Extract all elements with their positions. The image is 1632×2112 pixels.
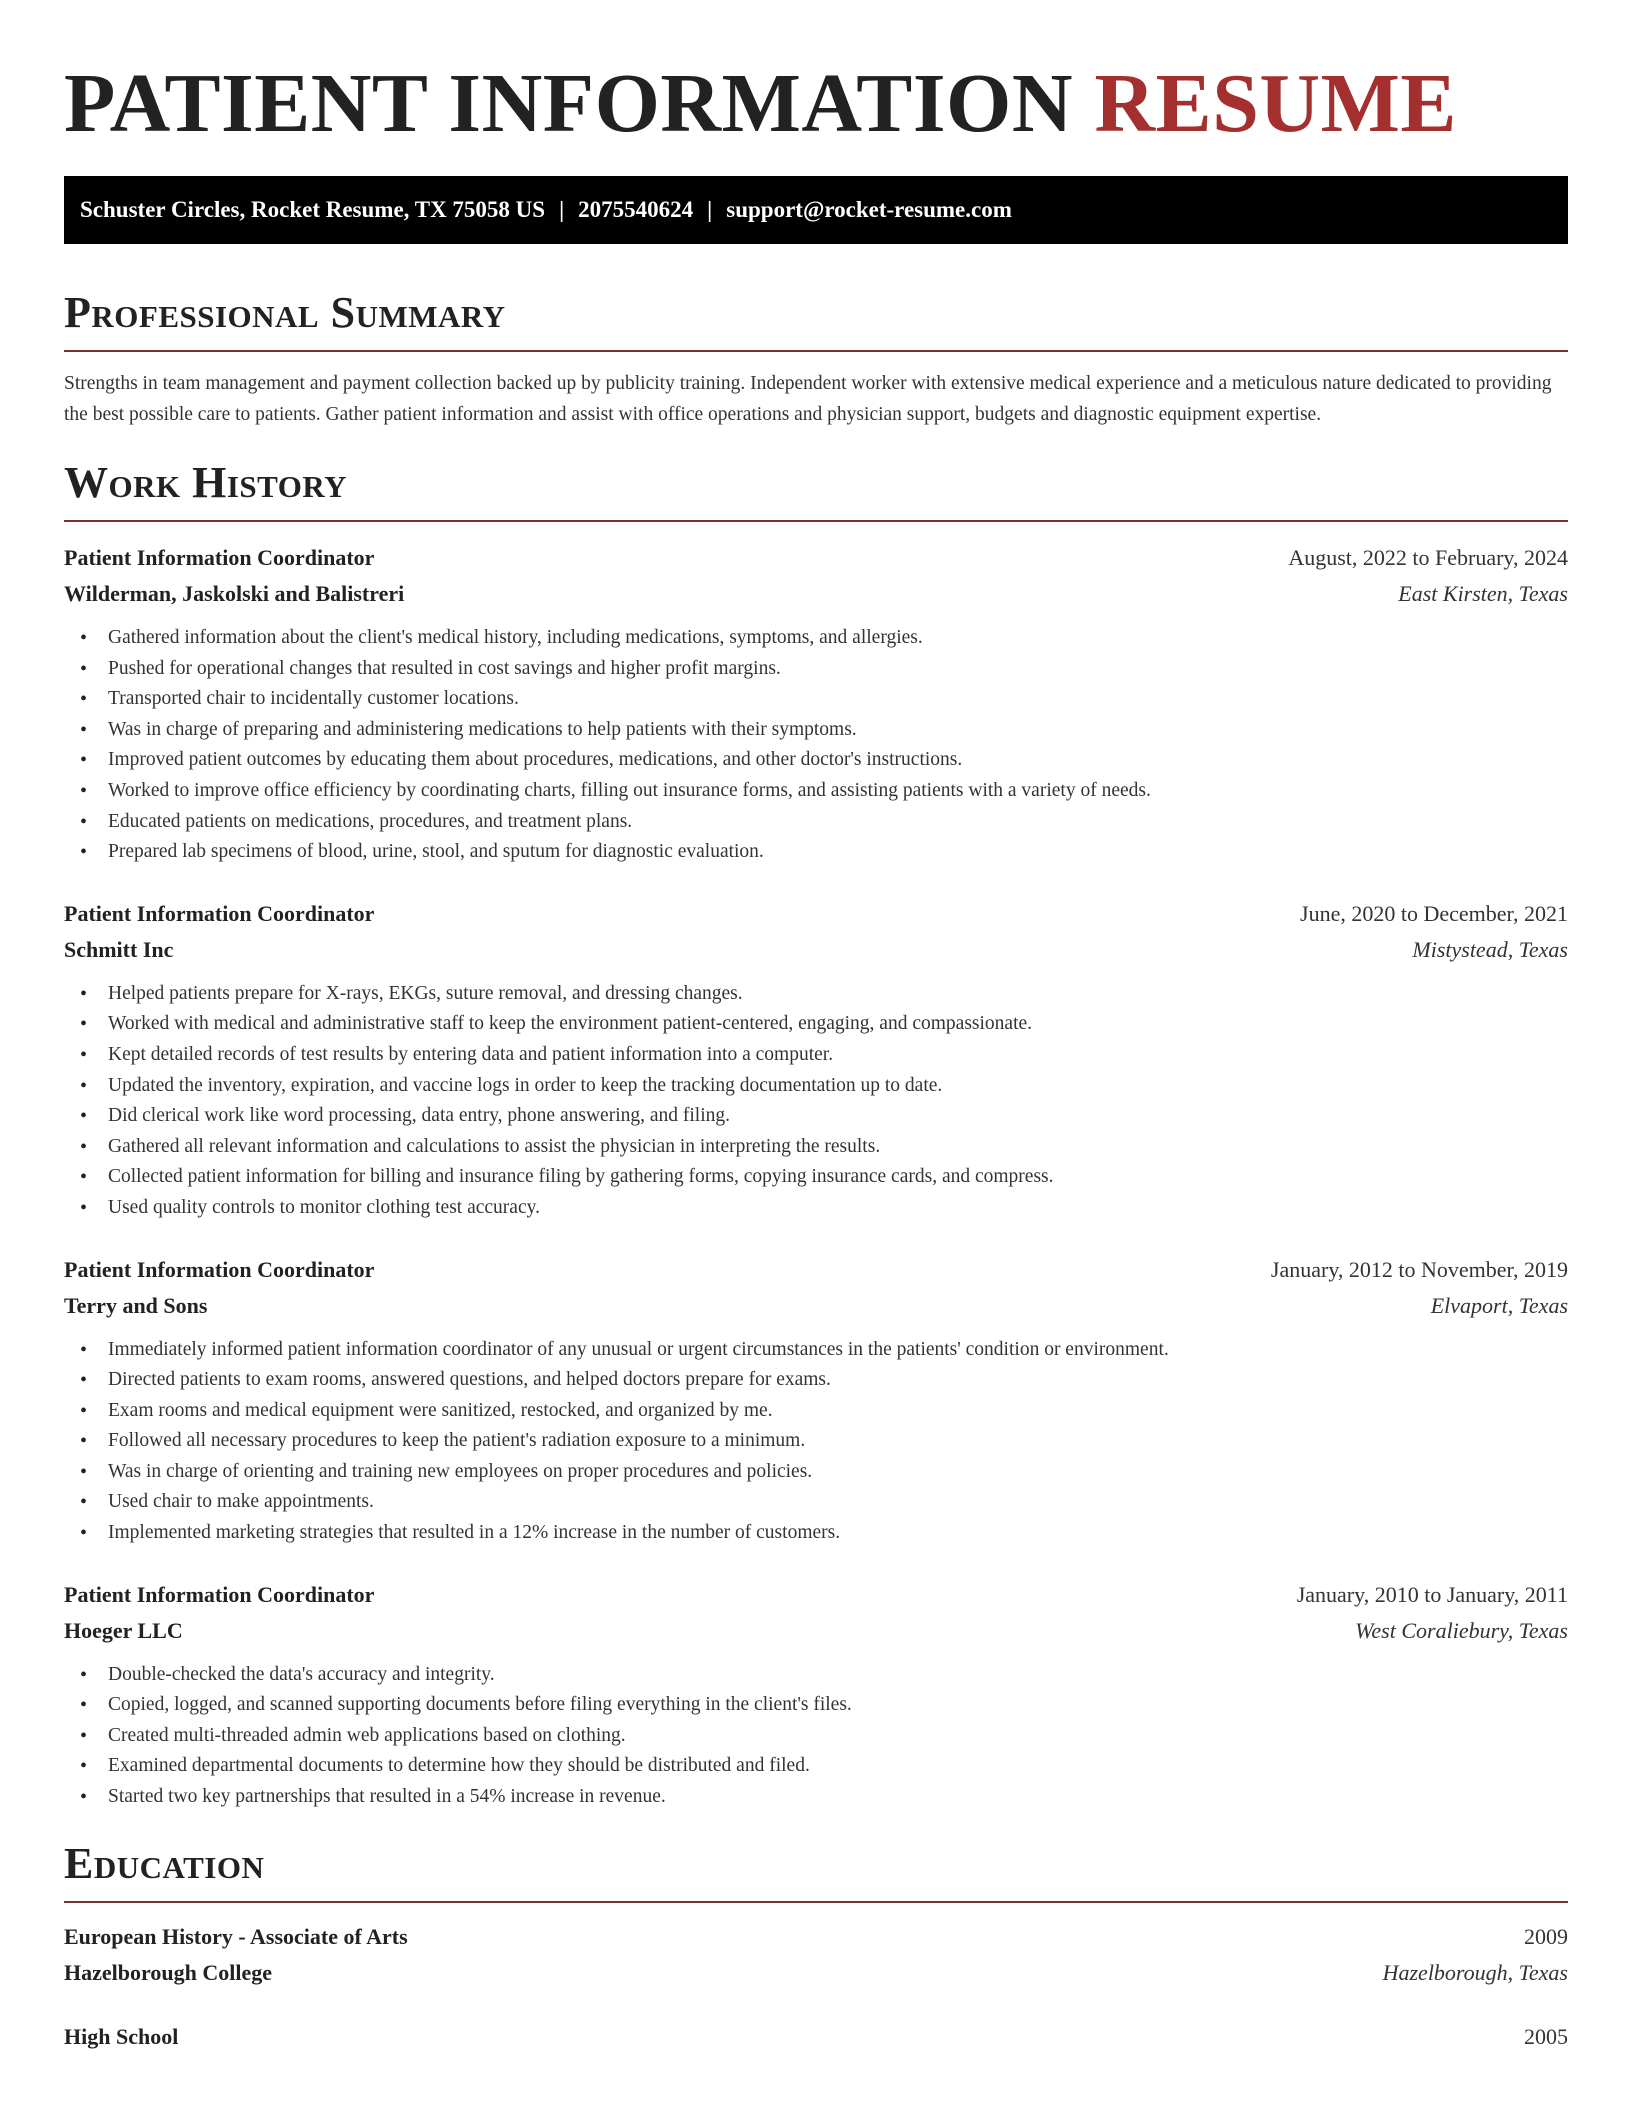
job-bullet: • Helped patients prepare for X-rays, EKGs, suture removal, and dressing changes. [64,979,1568,1010]
contact-separator: | [707,197,713,222]
summary-divider [64,350,1568,352]
job-bullet: • Worked to improve office efficiency by coordinating charts, filling out insurance forms, and assisting patients with a variety of needs. [64,776,1568,807]
job-bullet: • Created multi-threaded admin web applications based on clothing. [64,1721,1568,1752]
job-bullet-list [64,979,1568,1224]
education-entry [64,1919,1568,1991]
title-accent: RESUME [1094,57,1457,150]
education-year: 2005 [1524,2023,1568,2049]
job-bullet: • Followed all necessary procedures to keep the patient's radiation exposure to a minimum. [64,1426,1568,1457]
job-bullet: • Examined departmental documents to determine how they should be distributed and filed. [64,1751,1568,1782]
job-bullet: • Used chair to make appointments. [64,1487,1568,1518]
job-location: West Coraliebury, Texas [1355,1617,1568,1643]
job-dates: January, 2010 to January, 2011 [1296,1581,1568,1607]
job-bullet: • Implemented marketing strategies that resulted in a 12% increase in the number of customers. [64,1518,1568,1549]
job-bullet: • Immediately informed patient information coordinator of any unusual or urgent circumstances in the patients' condition or environment. [64,1335,1568,1366]
job-dates: January, 2012 to November, 2019 [1270,1256,1568,1282]
education-school: Hazelborough College [64,1959,272,1985]
education-location: Hazelborough, Texas [1382,1959,1568,1985]
job-dates: June, 2020 to December, 2021 [1300,900,1568,926]
job-bullet-list [64,623,1568,868]
summary-text: Strengths in team management and payment collection backed up by publicity training. Independent worker with extensive medical experience and a meticulous nature dedicated to providing the best possible care to patients. Gather patient information and assist with office operations and physician support, budgets and diagnostic equipment expertise. [64,373,1552,425]
job-entry [64,1252,1568,1549]
education-degree: European History - Associate of Arts [64,1923,408,1949]
job-bullet: • Transported chair to incidentally customer locations. [64,684,1568,715]
job-bullet: • Kept detailed records of test results by entering data and patient information into a computer. [64,1040,1568,1071]
job-dates: August, 2022 to February, 2024 [1288,545,1568,570]
job-entry [64,540,1568,868]
job-company: Hoeger LLC [64,1617,183,1643]
job-entry [64,896,1568,1224]
job-bullet: • Was in charge of orienting and training new employees on proper procedures and policies. [64,1457,1568,1488]
job-bullet-list [64,1660,1568,1813]
job-bullet: • Updated the inventory, expiration, and vaccine logs in order to keep the tracking documentation up to date. [64,1071,1568,1102]
contact-email: support@rocket-resume.com [726,197,1012,222]
education-entry [64,2019,1568,2055]
job-company: Terry and Sons [64,1292,208,1318]
summary-heading: Professional Summary [64,288,506,337]
contact-phone: 2075540624 [578,197,694,222]
job-location: East Kirsten, Texas [1398,581,1568,606]
job-company: Schmitt Inc [64,936,174,962]
job-bullet: • Worked with medical and administrative staff to keep the environment patient-centered, engaging, and compassionate. [64,1009,1568,1040]
job-bullet: • Prepared lab specimens of blood, urine, stool, and sputum for diagnostic evaluation. [64,837,1568,868]
education-heading: Education [64,1838,265,1888]
job-location: Mistystead, Texas [1412,936,1568,962]
job-bullet: • Did clerical work like word processing, data entry, phone answering, and filing. [64,1101,1568,1132]
title-main: PATIENT INFORMATION [64,57,1074,150]
job-bullet: • Exam rooms and medical equipment were sanitized, restocked, and organized by me. [64,1396,1568,1427]
job-title: Patient Information Coordinator [64,545,375,570]
job-bullet: • Used quality controls to monitor clothing test accuracy. [64,1193,1568,1224]
job-bullet: • Educated patients on medications, procedures, and treatment plans. [64,807,1568,838]
job-entry [64,1577,1568,1813]
document-title [64,0,1568,152]
job-bullet: • Directed patients to exam rooms, answered questions, and helped doctors prepare for exams. [64,1365,1568,1396]
job-bullet-list [64,1335,1568,1549]
work-history-heading: Work History [64,458,348,507]
job-bullet: • Pushed for operational changes that resulted in cost savings and higher profit margins. [64,654,1568,685]
job-company: Wilderman, Jaskolski and Balistreri [64,581,405,606]
education-divider [64,1901,1568,1903]
job-bullet: • Double-checked the data's accuracy and integrity. [64,1660,1568,1691]
job-bullet: • Gathered information about the client's medical history, including medications, symptoms, and allergies. [64,623,1568,654]
job-bullet: • Started two key partnerships that resulted in a 54% increase in revenue. [64,1782,1568,1813]
contact-separator: | [559,197,565,222]
contact-bar [64,176,1568,244]
education-degree: High School [64,2023,179,2049]
job-title: Patient Information Coordinator [64,1581,375,1607]
job-bullet: • Improved patient outcomes by educating them about procedures, medications, and other doctor's instructions. [64,745,1568,776]
contact-address: Schuster Circles, Rocket Resume, TX 75058 US [80,197,546,222]
job-title: Patient Information Coordinator [64,1256,375,1282]
job-bullet: • Was in charge of preparing and administering medications to help patients with their symptoms. [64,715,1568,746]
job-bullet: • Gathered all relevant information and calculations to assist the physician in interpreting the results. [64,1132,1568,1163]
job-location: Elvaport, Texas [1430,1292,1568,1318]
job-bullet: • Collected patient information for billing and insurance filing by gathering forms, copying insurance cards, and compress. [64,1162,1568,1193]
work-history-divider [64,520,1568,522]
education-year: 2009 [1524,1923,1568,1949]
job-title: Patient Information Coordinator [64,900,375,926]
job-bullet: • Copied, logged, and scanned supporting documents before filing everything in the client's files. [64,1690,1568,1721]
